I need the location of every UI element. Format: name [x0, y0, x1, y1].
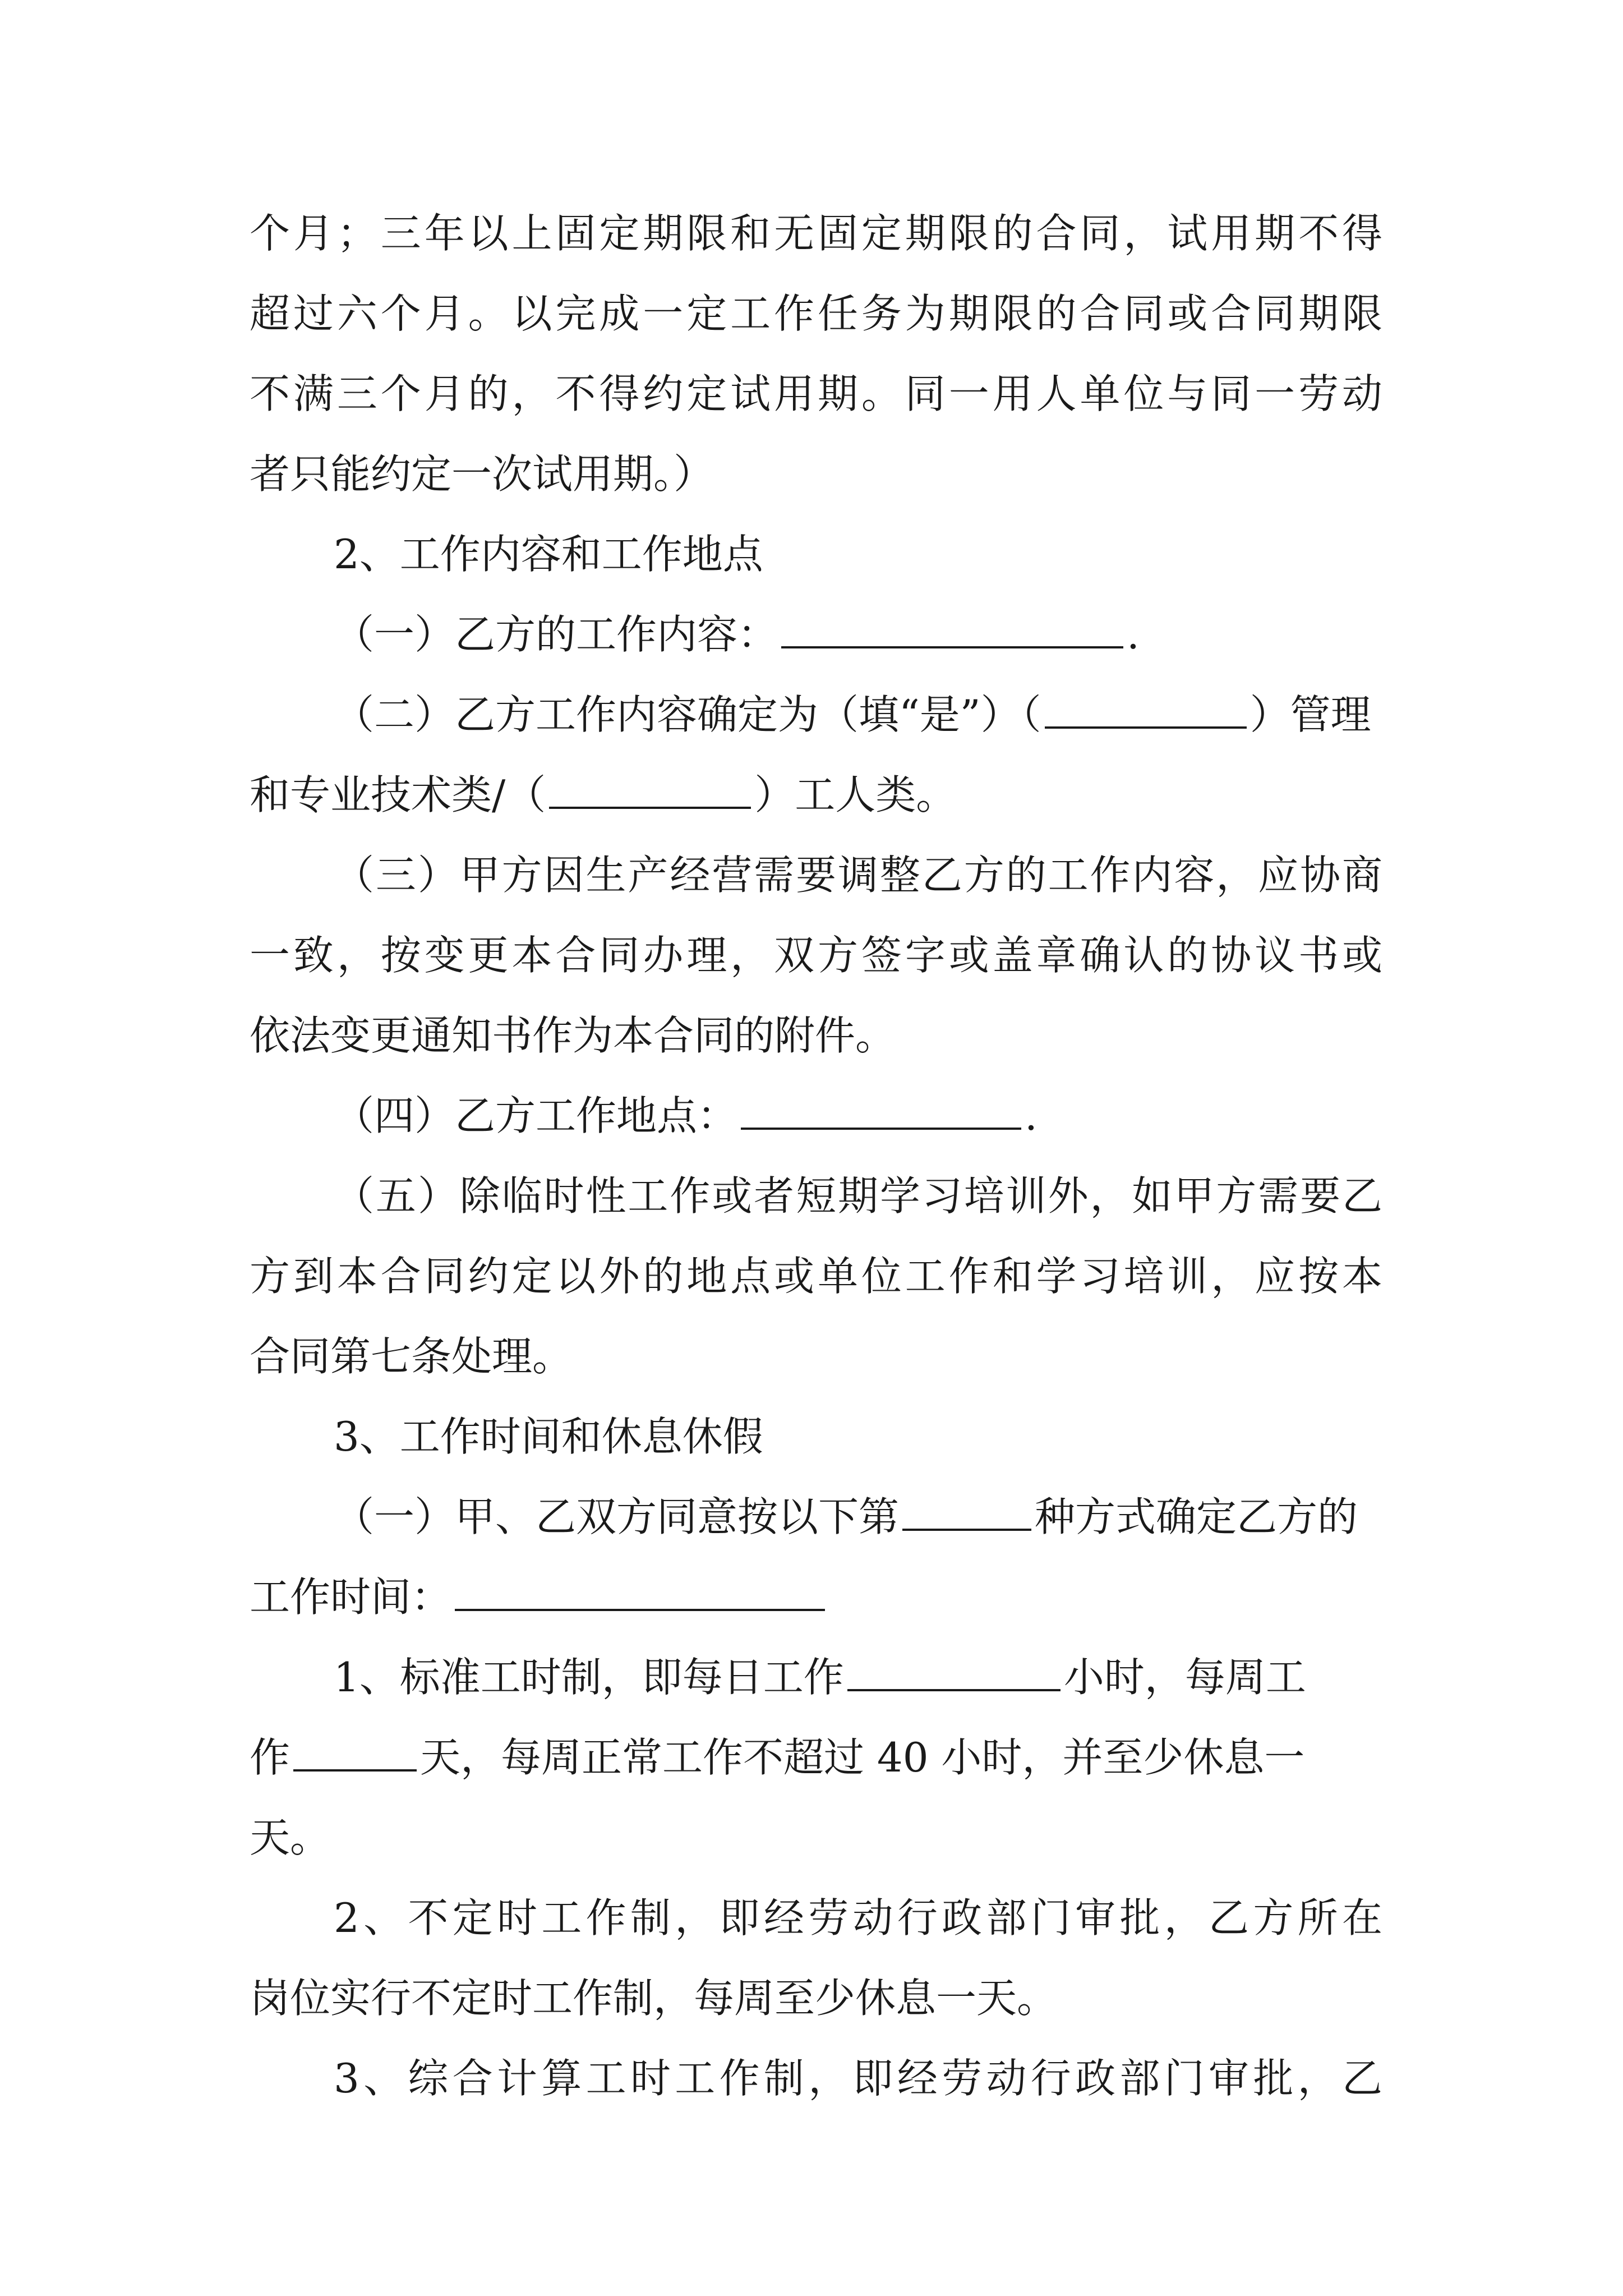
text: 超过六个月。以完成一定工作任务为期限的合同或合同期限	[250, 290, 1382, 337]
paragraph-line	[250, 274, 1382, 354]
paragraph-line	[250, 2039, 1382, 2119]
text: 种方式确定乙方的	[1035, 1493, 1358, 1540]
fill-in-blank[interactable]	[847, 1654, 1061, 1691]
paragraph-line	[250, 1958, 1382, 2039]
text: 方到本合同约定以外的地点或单位工作和学习培训，应按本	[250, 1253, 1382, 1300]
paragraph-line	[250, 1718, 1382, 1798]
paragraph-line	[250, 1156, 1382, 1236]
fill-in-blank[interactable]	[1045, 692, 1247, 729]
section-heading	[250, 1397, 1382, 1477]
text: （五）除临时性工作或者短期学习培训外，如甲方需要乙	[334, 1172, 1382, 1220]
paragraph-line	[250, 1236, 1382, 1317]
paragraph-line	[250, 915, 1382, 996]
text: （一）乙方的工作内容：	[334, 611, 778, 658]
text: 和专业技术类/（	[250, 771, 546, 818]
paragraph-line	[250, 194, 1382, 274]
fill-in-blank[interactable]	[455, 1574, 825, 1611]
text: 不满三个月的，不得约定试用期。同一用人单位与同一劳动	[250, 370, 1382, 417]
paragraph-line	[250, 1637, 1382, 1718]
document-body	[250, 194, 1382, 2119]
paragraph-line	[250, 1317, 1382, 1397]
text: 者只能约定一次试用期。）	[250, 450, 714, 498]
text: 3、工作时间和休息休假	[334, 1413, 763, 1460]
fill-in-blank[interactable]	[781, 611, 1123, 648]
fill-in-blank[interactable]	[741, 1093, 1021, 1130]
text: .	[1127, 611, 1140, 658]
text: 3、综合计算工时工作制，即经劳动行政部门审批，乙	[334, 2055, 1382, 2102]
paragraph-line	[250, 1477, 1382, 1557]
text: 岗位实行不定时工作制，每周至少休息一天。	[250, 1975, 1058, 2022]
paragraph-line	[250, 996, 1382, 1076]
text: 1、标准工时制，即每日工作	[334, 1654, 844, 1701]
text: 依法变更通知书作为本合同的附件。	[250, 1012, 896, 1059]
paragraph-line	[250, 434, 1382, 514]
paragraph-line	[250, 1798, 1382, 1878]
fill-in-blank[interactable]	[293, 1734, 417, 1772]
text: ）工人类。	[754, 771, 957, 818]
fill-in-blank[interactable]	[902, 1494, 1031, 1531]
paragraph-line	[250, 595, 1382, 675]
paragraph-line	[250, 675, 1382, 755]
paragraph-line	[250, 835, 1382, 915]
text: 工作时间：	[250, 1573, 452, 1621]
text: （三）甲方因生产经营需要调整乙方的工作内容，应协商	[334, 852, 1382, 899]
paragraph-line	[250, 1076, 1382, 1156]
text: 天。	[250, 1814, 331, 1861]
text: 个月；三年以上固定期限和无固定期限的合同，试用期不得	[250, 210, 1382, 257]
paragraph-line	[250, 1878, 1382, 1958]
paragraph-line	[250, 1557, 1382, 1637]
text: 小时，每周工	[1063, 1654, 1306, 1701]
fill-in-blank[interactable]	[549, 772, 751, 809]
text: 作	[250, 1734, 291, 1781]
text: 2、不定时工作制，即经劳动行政部门审批，乙方所在	[334, 1894, 1382, 1941]
text: （一）甲、乙双方同意按以下第	[334, 1493, 900, 1540]
text: .	[1025, 1092, 1038, 1139]
text: （二）乙方工作内容确定为（填“是”）（	[334, 691, 1041, 738]
text: 天，每周正常工作不超过 40 小时，并至少休息一	[420, 1734, 1305, 1781]
text: 2、工作内容和工作地点	[334, 531, 763, 578]
section-heading	[250, 514, 1382, 595]
paragraph-line	[250, 755, 1382, 835]
paragraph-line	[250, 354, 1382, 434]
text: 合同第七条处理。	[250, 1333, 573, 1380]
text: 一致，按变更本合同办理，双方签字或盖章确认的协议书或	[250, 932, 1382, 979]
text: ）管理	[1249, 691, 1371, 738]
text: （四）乙方工作地点：	[334, 1092, 738, 1139]
